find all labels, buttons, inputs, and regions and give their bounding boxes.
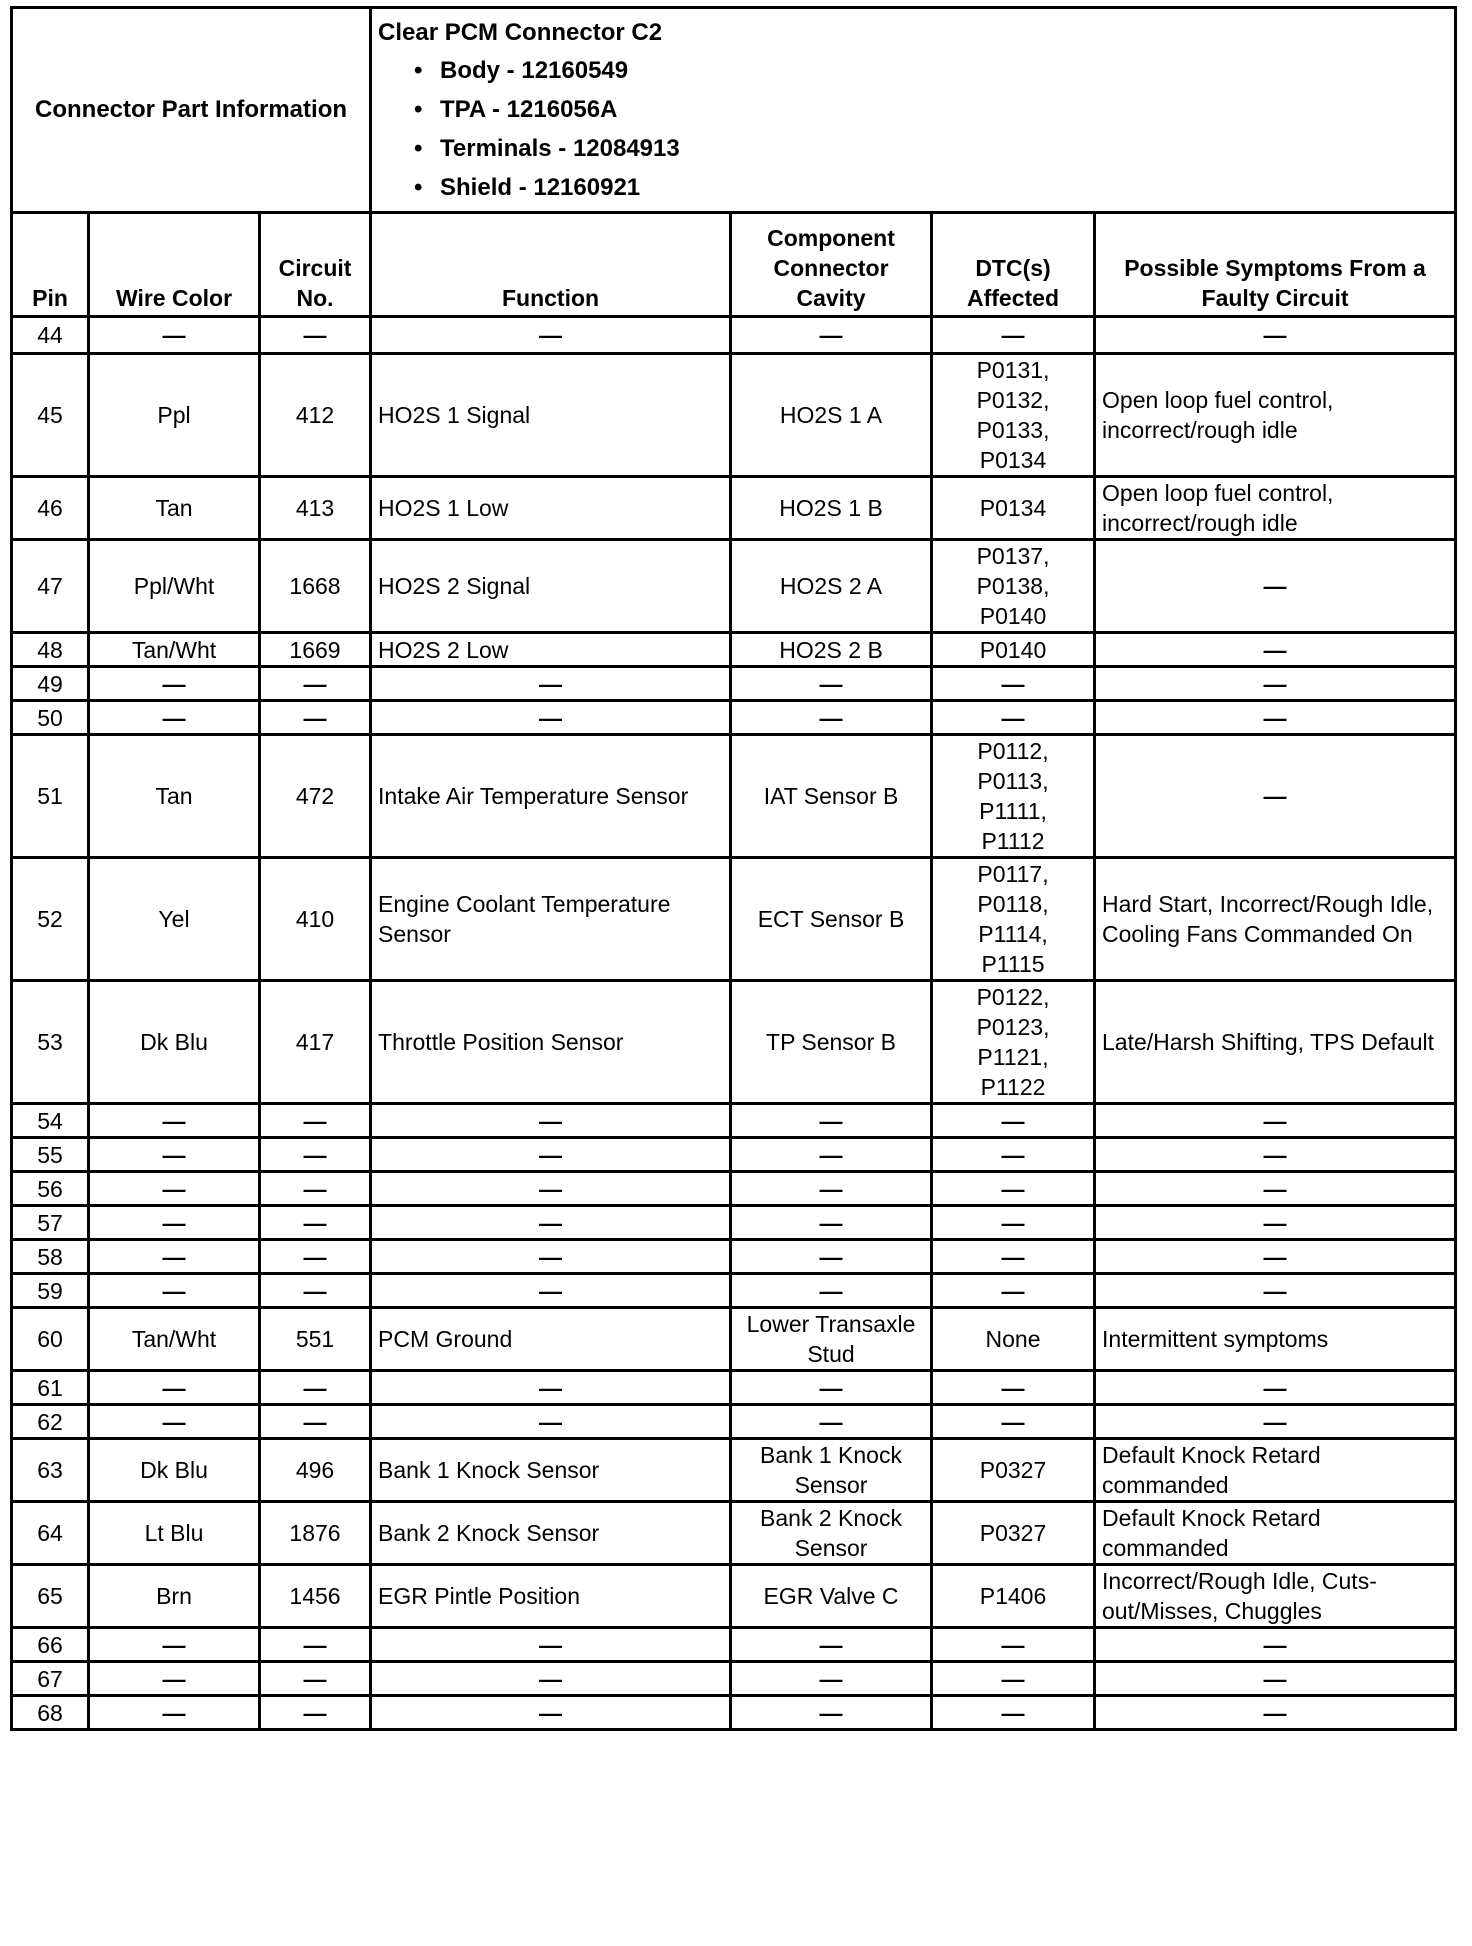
dtc-code: P1121,	[977, 1044, 1049, 1070]
dtc-code: —	[1001, 1665, 1025, 1692]
function-cell: —	[371, 1206, 731, 1240]
dtc-code: P0134	[979, 447, 1047, 473]
dtc-cell	[932, 1696, 1095, 1730]
pin-cell: 57	[12, 1206, 89, 1240]
function-cell: —	[371, 1240, 731, 1274]
part-body: • Body - 12160549	[414, 51, 1448, 90]
table-row	[12, 1206, 1456, 1240]
dtc-code: P0140	[979, 603, 1047, 629]
wire-color-cell: Ppl	[89, 354, 260, 477]
function-cell: HO2S 2 Low	[371, 633, 731, 667]
symptoms-cell: —	[1095, 1206, 1456, 1240]
header-wire-color: Wire Color	[89, 213, 260, 317]
dtc-cell	[932, 1565, 1095, 1628]
dtc-code: P0118,	[977, 891, 1049, 917]
dtc-cell	[932, 1138, 1095, 1172]
table-row	[12, 1696, 1456, 1730]
table-row	[12, 1405, 1456, 1439]
cavity-cell: HO2S 1 B	[731, 477, 932, 540]
header-circuit-line: Circuit	[278, 255, 352, 281]
pin-cell: 64	[12, 1502, 89, 1565]
cavity-cell: —	[731, 1371, 932, 1405]
function-cell: PCM Ground	[371, 1308, 731, 1371]
dtc-cell	[932, 1104, 1095, 1138]
dtc-code: P0132,	[976, 387, 1050, 413]
dtc-code: —	[1001, 1209, 1025, 1236]
circuit-cell: —	[260, 317, 371, 354]
wire-color-cell: —	[89, 667, 260, 701]
pin-cell: 47	[12, 540, 89, 633]
dtc-cell	[932, 981, 1095, 1104]
function-cell: EGR Pintle Position	[371, 1565, 731, 1628]
cavity-cell: —	[731, 1628, 932, 1662]
table-row	[12, 317, 1456, 354]
wire-color-cell: —	[89, 1172, 260, 1206]
table-row	[12, 1274, 1456, 1308]
circuit-cell: —	[260, 1206, 371, 1240]
symptoms-cell: Incorrect/Rough Idle, Cuts-out/Misses, Chuggles	[1095, 1565, 1456, 1628]
dtc-code: P1111,	[979, 798, 1047, 824]
dtc-code: —	[1001, 1408, 1025, 1435]
symptoms-cell: —	[1095, 1696, 1456, 1730]
circuit-cell: —	[260, 1405, 371, 1439]
circuit-cell: 1876	[260, 1502, 371, 1565]
dtc-code: P1115	[981, 951, 1045, 977]
cavity-cell: —	[731, 317, 932, 354]
table-row	[12, 1662, 1456, 1696]
table-row	[12, 735, 1456, 858]
pin-cell: 44	[12, 317, 89, 354]
connector-part-info-label: Connector Part Information	[12, 8, 371, 213]
pin-cell: 49	[12, 667, 89, 701]
circuit-cell: 413	[260, 477, 371, 540]
cavity-cell: Bank 1 Knock Sensor	[731, 1439, 932, 1502]
function-cell: —	[371, 1138, 731, 1172]
symptoms-cell: —	[1095, 1274, 1456, 1308]
pin-cell: 56	[12, 1172, 89, 1206]
table-row	[12, 1104, 1456, 1138]
dtc-code: P0112,	[977, 738, 1049, 764]
table-row	[12, 1371, 1456, 1405]
dtc-cell	[932, 858, 1095, 981]
pin-cell: 67	[12, 1662, 89, 1696]
header-dtc	[932, 213, 1095, 317]
pin-cell: 50	[12, 701, 89, 735]
table-row	[12, 1439, 1456, 1502]
dtc-code: P0133,	[976, 417, 1050, 443]
wire-color-cell: Tan/Wht	[89, 1308, 260, 1371]
pin-cell: 62	[12, 1405, 89, 1439]
pin-cell: 52	[12, 858, 89, 981]
cavity-cell: TP Sensor B	[731, 981, 932, 1104]
circuit-cell: —	[260, 701, 371, 735]
dtc-code: P0131,	[976, 357, 1050, 383]
symptoms-cell: —	[1095, 317, 1456, 354]
symptoms-cell: Default Knock Retard commanded	[1095, 1439, 1456, 1502]
dtc-code: P0122,	[976, 984, 1050, 1010]
table-row	[12, 1502, 1456, 1565]
dtc-cell	[932, 354, 1095, 477]
circuit-cell: 417	[260, 981, 371, 1104]
symptoms-cell: —	[1095, 1104, 1456, 1138]
circuit-cell: —	[260, 1371, 371, 1405]
pin-cell: 65	[12, 1565, 89, 1628]
header-cavity-line: Cavity	[796, 285, 866, 311]
function-cell: —	[371, 1274, 731, 1308]
dtc-cell	[932, 1274, 1095, 1308]
symptoms-cell: —	[1095, 667, 1456, 701]
dtc-cell	[932, 540, 1095, 633]
dtc-cell	[932, 701, 1095, 735]
dtc-code: —	[1001, 1107, 1025, 1134]
circuit-cell: 1669	[260, 633, 371, 667]
cavity-cell: Bank 2 Knock Sensor	[731, 1502, 932, 1565]
dtc-cell	[932, 317, 1095, 354]
table-row	[12, 1565, 1456, 1628]
function-cell: HO2S 1 Signal	[371, 354, 731, 477]
pin-cell: 48	[12, 633, 89, 667]
symptoms-cell: Open loop fuel control, incorrect/rough idle	[1095, 354, 1456, 477]
header-circuit	[260, 213, 371, 317]
function-cell: —	[371, 1371, 731, 1405]
function-cell: —	[371, 1405, 731, 1439]
dtc-code: P1114,	[978, 921, 1048, 947]
dtc-code: P1112	[981, 828, 1045, 854]
dtc-code: P1406	[979, 1583, 1047, 1609]
wire-color-cell: Brn	[89, 1565, 260, 1628]
pin-cell: 59	[12, 1274, 89, 1308]
wire-color-cell: —	[89, 1206, 260, 1240]
dtc-cell	[932, 1502, 1095, 1565]
wire-color-cell: —	[89, 317, 260, 354]
function-cell: Throttle Position Sensor	[371, 981, 731, 1104]
symptoms-cell: —	[1095, 1662, 1456, 1696]
wire-color-cell: —	[89, 1138, 260, 1172]
dtc-cell	[932, 633, 1095, 667]
cavity-cell: HO2S 2 B	[731, 633, 932, 667]
dtc-code: None	[985, 1326, 1041, 1352]
table-row	[12, 858, 1456, 981]
connector-pinout-document	[10, 6, 1454, 1936]
cavity-cell: —	[731, 701, 932, 735]
cavity-cell: Lower Transaxle Stud	[731, 1308, 932, 1371]
pin-cell: 46	[12, 477, 89, 540]
function-cell: HO2S 1 Low	[371, 477, 731, 540]
circuit-cell: 1668	[260, 540, 371, 633]
circuit-cell: —	[260, 1274, 371, 1308]
table-row	[12, 981, 1456, 1104]
wire-color-cell: Tan	[89, 735, 260, 858]
circuit-cell: 496	[260, 1439, 371, 1502]
dtc-code: P1122	[980, 1074, 1046, 1100]
function-cell: —	[371, 317, 731, 354]
wire-color-cell: Yel	[89, 858, 260, 981]
dtc-code: —	[1001, 1631, 1025, 1658]
dtc-cell	[932, 1308, 1095, 1371]
circuit-cell: —	[260, 1662, 371, 1696]
circuit-cell: 410	[260, 858, 371, 981]
dtc-code: P0117,	[977, 861, 1049, 887]
table-row	[12, 1308, 1456, 1371]
function-cell: —	[371, 667, 731, 701]
symptoms-cell: —	[1095, 1138, 1456, 1172]
dtc-code: P0113,	[977, 768, 1049, 794]
part-terminals: • Terminals - 12084913	[414, 129, 1448, 168]
dtc-cell	[932, 1240, 1095, 1274]
wire-color-cell: —	[89, 1371, 260, 1405]
wire-color-cell: Tan/Wht	[89, 633, 260, 667]
dtc-code: —	[1001, 1699, 1025, 1726]
connector-part-info	[371, 8, 1456, 213]
table-row	[12, 540, 1456, 633]
symptoms-cell: —	[1095, 735, 1456, 858]
cavity-cell: IAT Sensor B	[731, 735, 932, 858]
circuit-cell: —	[260, 1138, 371, 1172]
dtc-code: —	[1001, 1277, 1025, 1304]
dtc-code: P0138,	[976, 573, 1050, 599]
circuit-cell: 551	[260, 1308, 371, 1371]
circuit-cell: —	[260, 1696, 371, 1730]
header-cavity	[731, 213, 932, 317]
function-cell: Intake Air Temperature Sensor	[371, 735, 731, 858]
dtc-code: —	[1001, 704, 1025, 731]
header-cavity-line: Connector	[773, 255, 889, 281]
part-shield: • Shield - 12160921	[414, 168, 1448, 207]
dtc-cell	[932, 735, 1095, 858]
wire-color-cell: Dk Blu	[89, 1439, 260, 1502]
table-row	[12, 701, 1456, 735]
dtc-cell	[932, 1439, 1095, 1502]
wire-color-cell: —	[89, 1696, 260, 1730]
table-row	[12, 633, 1456, 667]
header-symptoms-line: Faulty Circuit	[1201, 285, 1349, 311]
cavity-cell: —	[731, 1240, 932, 1274]
function-cell: —	[371, 1104, 731, 1138]
table-row	[12, 1172, 1456, 1206]
dtc-code: —	[1001, 322, 1025, 348]
cavity-cell: —	[731, 1138, 932, 1172]
pin-cell: 54	[12, 1104, 89, 1138]
wire-color-cell: Tan	[89, 477, 260, 540]
pinout-table	[10, 6, 1457, 1731]
wire-color-cell: —	[89, 1274, 260, 1308]
circuit-cell: —	[260, 1104, 371, 1138]
circuit-cell: —	[260, 1172, 371, 1206]
wire-color-cell: —	[89, 1628, 260, 1662]
dtc-cell	[932, 477, 1095, 540]
symptoms-cell: Hard Start, Incorrect/Rough Idle, Cooling Fans Commanded On	[1095, 858, 1456, 981]
cavity-cell: HO2S 1 A	[731, 354, 932, 477]
symptoms-cell: —	[1095, 633, 1456, 667]
circuit-cell: 472	[260, 735, 371, 858]
wire-color-cell: Ppl/Wht	[89, 540, 260, 633]
dtc-code: P0134	[979, 495, 1047, 521]
dtc-cell	[932, 1172, 1095, 1206]
cavity-cell: —	[731, 1405, 932, 1439]
function-cell: —	[371, 1172, 731, 1206]
header-cavity-line: Component	[767, 225, 895, 251]
connector-title: Clear PCM Connector C2	[378, 19, 663, 46]
table-row	[12, 1138, 1456, 1172]
header-function: Function	[371, 213, 731, 317]
column-header-row	[12, 213, 1456, 317]
header-symptoms-line: Possible Symptoms From a	[1124, 255, 1426, 281]
pin-cell: 61	[12, 1371, 89, 1405]
dtc-cell	[932, 1206, 1095, 1240]
symptoms-cell: —	[1095, 1371, 1456, 1405]
symptoms-cell: —	[1095, 1172, 1456, 1206]
symptoms-cell: Open loop fuel control, incorrect/rough idle	[1095, 477, 1456, 540]
table-row	[12, 477, 1456, 540]
wire-color-cell: —	[89, 1104, 260, 1138]
dtc-code: P0327	[979, 1457, 1047, 1483]
connector-part-list	[378, 51, 1448, 207]
header-symptoms	[1095, 213, 1456, 317]
function-cell: HO2S 2 Signal	[371, 540, 731, 633]
function-cell: Bank 1 Knock Sensor	[371, 1439, 731, 1502]
wire-color-cell: —	[89, 1662, 260, 1696]
dtc-cell	[932, 667, 1095, 701]
symptoms-cell: Default Knock Retard commanded	[1095, 1502, 1456, 1565]
function-cell: Bank 2 Knock Sensor	[371, 1502, 731, 1565]
table-row	[12, 667, 1456, 701]
dtc-code: P0140	[979, 636, 1047, 663]
cavity-cell: —	[731, 1172, 932, 1206]
cavity-cell: —	[731, 667, 932, 701]
table-row	[12, 1628, 1456, 1662]
part-tpa: • TPA - 1216056A	[414, 90, 1448, 129]
symptoms-cell: Late/Harsh Shifting, TPS Default	[1095, 981, 1456, 1104]
table-row	[12, 1240, 1456, 1274]
pin-cell: 60	[12, 1308, 89, 1371]
connector-info-row	[12, 8, 1456, 213]
pin-cell: 68	[12, 1696, 89, 1730]
function-cell: Engine Coolant Temperature Sensor	[371, 858, 731, 981]
symptoms-cell: —	[1095, 540, 1456, 633]
symptoms-cell: —	[1095, 1240, 1456, 1274]
symptoms-cell: —	[1095, 1405, 1456, 1439]
dtc-code: —	[1001, 670, 1025, 697]
wire-color-cell: —	[89, 1405, 260, 1439]
pin-cell: 66	[12, 1628, 89, 1662]
circuit-cell: —	[260, 667, 371, 701]
cavity-cell: —	[731, 1274, 932, 1308]
function-cell: —	[371, 701, 731, 735]
dtc-code: P0327	[979, 1520, 1047, 1546]
wire-color-cell: —	[89, 1240, 260, 1274]
circuit-cell: 412	[260, 354, 371, 477]
function-cell: —	[371, 1662, 731, 1696]
wire-color-cell: Lt Blu	[89, 1502, 260, 1565]
symptoms-cell: —	[1095, 1628, 1456, 1662]
cavity-cell: —	[731, 1206, 932, 1240]
dtc-cell	[932, 1662, 1095, 1696]
pin-cell: 63	[12, 1439, 89, 1502]
cavity-cell: —	[731, 1662, 932, 1696]
cavity-cell: HO2S 2 A	[731, 540, 932, 633]
wire-color-cell: Dk Blu	[89, 981, 260, 1104]
function-cell: —	[371, 1628, 731, 1662]
pin-cell: 45	[12, 354, 89, 477]
symptoms-cell: Intermittent symptoms	[1095, 1308, 1456, 1371]
header-circuit-line: No.	[296, 285, 334, 311]
wire-color-cell: —	[89, 701, 260, 735]
pin-cell: 51	[12, 735, 89, 858]
cavity-cell: —	[731, 1104, 932, 1138]
cavity-cell: ECT Sensor B	[731, 858, 932, 981]
dtc-code: —	[1001, 1374, 1025, 1401]
circuit-cell: 1456	[260, 1565, 371, 1628]
header-pin: Pin	[12, 213, 89, 317]
dtc-code: P0123,	[976, 1014, 1050, 1040]
symptoms-cell: —	[1095, 701, 1456, 735]
dtc-code: —	[1001, 1243, 1025, 1270]
pin-cell: 58	[12, 1240, 89, 1274]
dtc-code: P0137,	[976, 543, 1050, 569]
cavity-cell: —	[731, 1696, 932, 1730]
dtc-code: —	[1001, 1141, 1025, 1168]
dtc-cell	[932, 1628, 1095, 1662]
header-dtc-line: DTC(s)	[975, 255, 1051, 281]
dtc-code: —	[1001, 1175, 1025, 1202]
circuit-cell: —	[260, 1240, 371, 1274]
dtc-cell	[932, 1371, 1095, 1405]
cavity-cell: EGR Valve C	[731, 1565, 932, 1628]
table-row	[12, 354, 1456, 477]
header-dtc-line: Affected	[967, 285, 1060, 311]
circuit-cell: —	[260, 1628, 371, 1662]
pin-cell: 55	[12, 1138, 89, 1172]
pin-cell: 53	[12, 981, 89, 1104]
dtc-cell	[932, 1405, 1095, 1439]
function-cell: —	[371, 1696, 731, 1730]
